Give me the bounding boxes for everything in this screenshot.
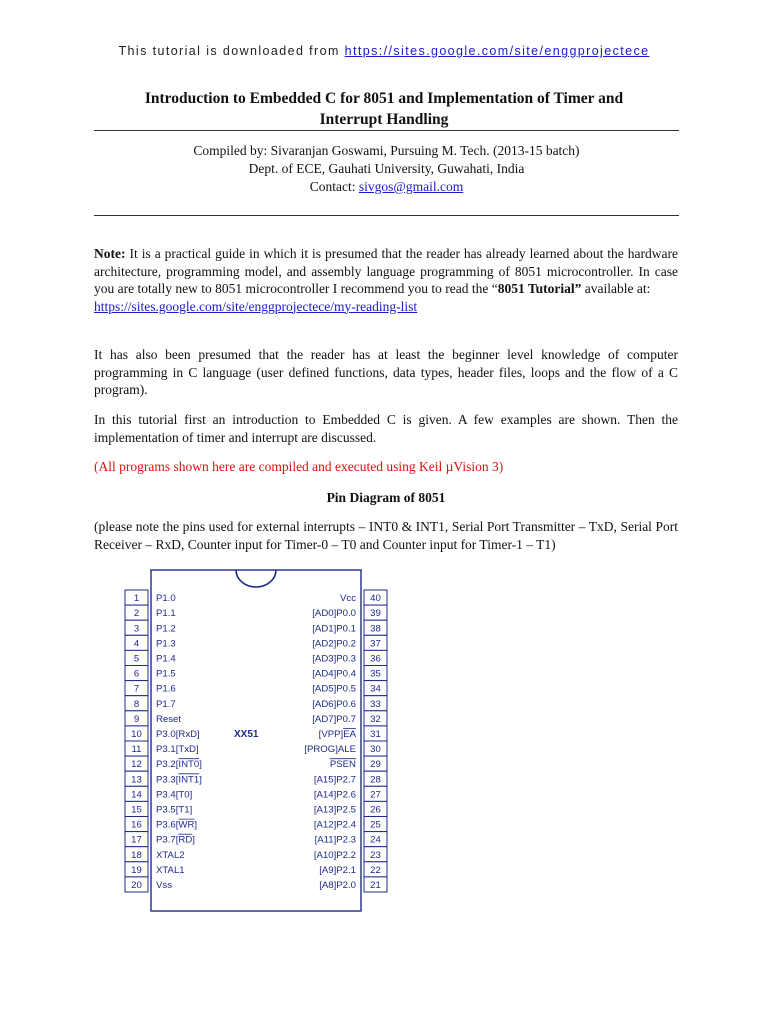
note-text-part-1: It is a practical guide in which it is presumed that the reader has already learned about the hardware architecture, programming model, and assembly language programming of 8051 microcontroller. In case you are totally new to 8051 microcontroller I recommend you to read the “	[94, 246, 678, 296]
prerequisite-paragraph: It has also been presumed that the reader has at least the beginner level knowledge of computer programming in C language (user defined functions, data types, header files, loops and the flow of a C program).	[94, 347, 678, 397]
right-pin-label-23: [A10]P2.2	[313, 849, 356, 861]
left-pin-number-2: 2	[133, 608, 140, 620]
right-pin-label-30: [PROG]ALE	[304, 744, 356, 756]
left-pin-number-12: 12	[131, 759, 142, 771]
left-pin-number-13: 13	[131, 774, 142, 786]
right-pin-number-21: 21	[370, 880, 381, 891]
right-pin-label-34: [AD5]P0.5	[312, 683, 356, 695]
right-pin-number-31: 31	[370, 729, 381, 740]
left-pin-label-2: P1.1	[156, 608, 176, 620]
note-label: Note:	[94, 246, 126, 261]
right-pin-label-35: [AD4]P0.4	[312, 668, 356, 680]
right-pin-label-38: [AD1]P0.1	[312, 623, 356, 635]
pin-diagram-svg	[124, 568, 394, 914]
pin-usage-note: (please note the pins used for external interrupts – INT0 & INT1, Serial Port Transmitter – TxD, Serial Port Receiver – RxD, Counter input for Timer-0 – T0 and Counter input for Timer-1 – T1)	[94, 519, 678, 552]
left-pin-number-7: 7	[133, 683, 140, 695]
contact-label: Contact:	[309, 179, 359, 194]
right-pin-number-28: 28	[370, 774, 381, 786]
right-pin-number-37: 37	[370, 638, 381, 650]
right-pin-number-30: 30	[370, 744, 381, 756]
left-pin-label-10: P3.0[RxD]	[156, 729, 200, 740]
left-pin-number-3: 3	[133, 623, 140, 635]
right-pin-label-28: [A15]P2.7	[313, 774, 356, 786]
left-pin-label-18: XTAL2	[156, 849, 185, 861]
chip-notch	[236, 570, 276, 587]
left-pin-number-11: 11	[131, 744, 142, 756]
left-pin-number-8: 8	[133, 698, 140, 710]
title-divider	[94, 130, 679, 131]
author-divider	[94, 215, 679, 216]
right-pin-label-39: [AD0]P0.0	[312, 608, 356, 620]
pin-diagram-figure	[124, 568, 394, 914]
left-pin-label-19: XTAL1	[156, 864, 185, 876]
left-pin-label-9: Reset	[156, 713, 182, 725]
left-pin-label-11: P3.1[TxD]	[156, 744, 199, 756]
right-pin-number-32: 32	[370, 713, 381, 725]
document-title-line-2: Interrupt Handling	[319, 111, 449, 128]
left-pin-label-17: P3.7[RD]	[156, 834, 195, 846]
left-pin-number-18: 18	[131, 849, 142, 861]
right-pin-label-36: [AD3]P0.3	[312, 653, 356, 665]
pin-diagram-heading: Pin Diagram of 8051	[326, 490, 446, 505]
right-pin-number-29: 29	[370, 759, 381, 771]
left-pin-number-4: 4	[133, 638, 140, 650]
right-pin-number-22: 22	[370, 864, 381, 876]
download-source-link[interactable]: https://sites.google.com/site/enggprojectece	[344, 44, 650, 58]
left-pin-label-1: P1.0	[156, 593, 176, 605]
intro-paragraph: In this tutorial first an introduction to Embedded C is given. A few examples are shown. Then the implementation of timer and interrupt are discussed.	[94, 412, 678, 445]
document-title-line-1: Introduction to Embedded C for 8051 and Implementation of Timer and	[144, 90, 624, 107]
left-pin-number-17: 17	[131, 834, 142, 846]
left-pin-number-1: 1	[133, 593, 140, 605]
right-pin-label-26: [A13]P2.5	[313, 804, 356, 816]
author-block	[94, 142, 679, 196]
left-pin-label-8: P1.7	[156, 698, 176, 710]
left-pin-label-6: P1.5	[156, 668, 176, 680]
left-pin-number-5: 5	[133, 653, 140, 665]
left-pin-number-10: 10	[131, 729, 142, 740]
right-pin-label-22: [A9]P2.1	[319, 864, 356, 876]
left-pin-number-20: 20	[131, 880, 142, 891]
right-pin-number-39: 39	[370, 608, 381, 620]
left-pin-label-4: P1.3	[156, 638, 176, 650]
right-pin-number-27: 27	[370, 789, 381, 801]
left-pin-number-6: 6	[133, 668, 140, 680]
left-pin-label-12: P3.2[INT0]	[156, 759, 202, 771]
note-text-part-2: available at:	[581, 281, 651, 296]
left-pin-label-20: Vss	[156, 880, 172, 891]
download-source-prefix: This tutorial is downloaded from	[118, 44, 345, 58]
right-pin-number-25: 25	[370, 819, 381, 831]
right-pin-number-34: 34	[370, 683, 381, 695]
left-pin-label-3: P1.2	[156, 623, 176, 635]
author-department: Dept. of ECE, Gauhati University, Guwahati, India	[248, 161, 525, 176]
right-pin-label-24: [A11]P2.3	[314, 834, 356, 846]
right-pin-label-31: [VPP]EA	[318, 729, 356, 740]
left-pin-number-19: 19	[131, 864, 142, 876]
download-source-line	[0, 44, 768, 58]
note-paragraph	[94, 245, 678, 315]
right-pin-label-27: [A14]P2.6	[313, 789, 356, 801]
left-pin-number-16: 16	[131, 819, 142, 831]
left-pin-number-15: 15	[131, 804, 142, 816]
left-pin-number-9: 9	[133, 713, 140, 725]
right-pin-number-24: 24	[370, 834, 381, 846]
contact-email-link[interactable]: sivgos@gmail.com	[358, 179, 464, 194]
author-contact	[94, 178, 679, 196]
left-pin-label-13: P3.3[INT1]	[156, 774, 202, 786]
left-pin-label-5: P1.4	[156, 653, 176, 665]
right-pin-label-40: Vcc	[340, 593, 356, 605]
right-pin-number-36: 36	[370, 653, 381, 665]
left-pin-number-14: 14	[131, 789, 142, 801]
right-pin-number-38: 38	[370, 623, 381, 635]
right-pin-label-37: [AD2]P0.2	[312, 638, 356, 650]
right-pin-number-23: 23	[370, 849, 381, 861]
author-compiled-by: Compiled by: Sivaranjan Goswami, Pursuing M. Tech. (2013-15 batch)	[193, 143, 580, 158]
right-pin-number-40: 40	[370, 593, 381, 605]
note-tutorial-title: 8051 Tutorial”	[497, 281, 582, 296]
right-pin-number-33: 33	[370, 698, 381, 710]
left-pin-label-14: P3.4[T0]	[156, 789, 193, 801]
right-pin-label-33: [AD6]P0.6	[312, 698, 356, 710]
left-pin-label-16: P3.6[WR]	[156, 819, 198, 831]
right-pin-label-21: [A8]P2.0	[319, 880, 356, 891]
reading-list-link[interactable]: https://sites.google.com/site/enggprojectece/my-reading-list	[94, 298, 418, 314]
right-pin-label-29: PSEN	[329, 759, 356, 771]
compiler-note: (All programs shown here are compiled and executed using Keil µVision 3)	[94, 459, 504, 474]
document-title	[94, 88, 674, 130]
right-pin-number-26: 26	[370, 804, 381, 816]
right-pin-label-32: [AD7]P0.7	[312, 713, 356, 725]
left-pin-label-15: P3.5[T1]	[156, 804, 193, 816]
right-pin-number-35: 35	[370, 668, 381, 680]
chip-label: XX51	[234, 728, 259, 740]
left-pin-label-7: P1.6	[156, 683, 176, 695]
right-pin-label-25: [A12]P2.4	[313, 819, 356, 831]
